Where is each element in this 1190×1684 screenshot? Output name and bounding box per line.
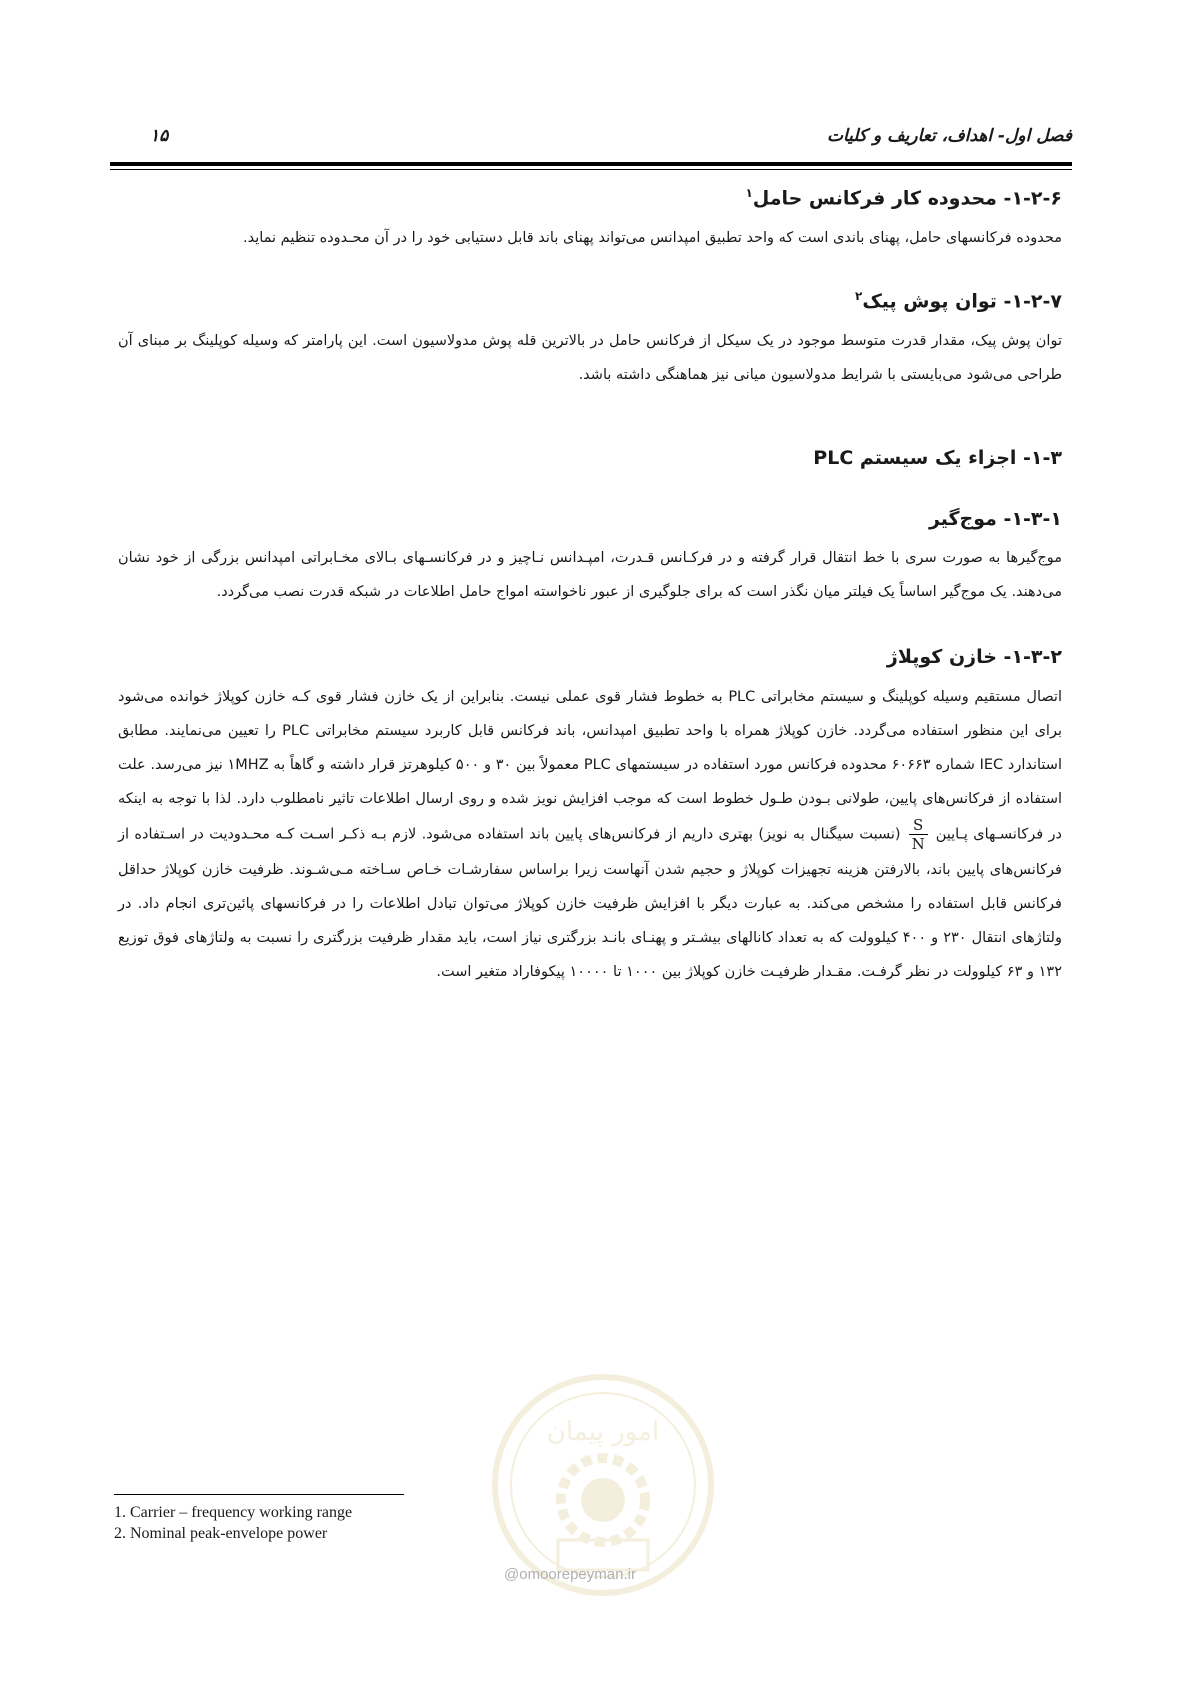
running-header bbox=[110, 126, 1072, 156]
paragraph-wave-trap: موج‌گیرها به صورت سری با خط انتقال قرار گرفته و در فرکـانس قـدرت، امپـدانس نـاچیز و در فرکانسـهای بـالای مخـابراتی امپدانس بزرگی از خود نشان می‌دهند. یک موج‌گیر اساساً یک فیلتر میان نگذر است که برای جلوگیری از عبور ناخواسته امواج حامل اطلاعات در شبکه قدرت نصب می‌گردد. bbox=[118, 550, 1062, 601]
signal-noise-fraction: $\frac{S}{N}$ bbox=[909, 816, 928, 853]
section-heading-peak-power: ۱-۲-۷- توان پوش پیک$^۲$ bbox=[854, 289, 1062, 313]
section-heading-plc-components: ۱-۳- اجزاء یک سیستم PLC bbox=[813, 447, 1062, 470]
footnote-1: 1. Carrier – frequency working range bbox=[114, 1504, 353, 1521]
header-rule-thin bbox=[110, 169, 1072, 170]
paragraph-peak-power: توان پوش پیک، مقدار قدرت متوسط موجود در یک سیکل از فرکانس حامل در بالاترین قله پوش مدولاسیون است. این پارامتر که وسیله کوپلینگ بر مبنای آن طراحی می‌شود می‌بایستی با شرایط مدولاسیون میانی نیز هماهنگی داشته باشد. bbox=[118, 333, 1062, 384]
paragraph-coupling-capacitor: اتصال مستقیم وسیله کوپلینگ و سیستم مخابراتی PLC به خطوط فشار قوی عملی نیست. بنابراین از یک خازن فشار قوی کـه خازن کوپلاژ خوانده می‌شود برای این منظور استفاده می‌گردد. خازن کوپلاژ همراه با واحد تطبیق امپدانس، باند فرکانس قابل کاربرد سیستم مخابراتی PLC را تعیین می‌نمایند. مطابق استاندارد IEC شماره ۶۰۶۶۳ محدوده فرکانس مورد استفاده در سیستمهای PLC معمولاً بین ۳۰ و ۵۰۰ کیلوهرتز قرار داشته و گاهاً به ۱MHZ نیز می‌رسد. علت استفاده از فرکانس‌های پایین، طولانی بـودن طـول خطوط است که موجب افزایش نویز شده و روی ارسال اطلاعات تاثیر نامطلوب دارد. لذا با توجه به اینکه در فرکانسـهای پـایین $\frac{S}{N}$ (نسبت سیگنال به نویز) بهتری داریم از فرکانس‌های پایین باند استفاده می‌شود. لازم بـه ذکـر اسـت کـه محـدودیت در اسـتفاده از فرکانس‌های پایین باند، بالارفتن هزینه تجهیزات کوپلاژ و حجیم شدن آنهاست زیرا براساس سفارشـات خـاص سـاخته مـی‌شـوند. ظرفیت خازن کوپلاژ حداقل فرکانس قابل استفاده را مشخص می‌کند. به عبارت دیگر با افزایش ظرفیت خازن کوپلاژ می‌توان تبادل اطلاعات را در فرکانسهای پائین‌تری انجام داد. در ولتاژهای انتقال ۲۳۰ و ۴۰۰ کیلوولت که به تعداد کانالهای بیشـتر و پهنـای بانـد بزرگتری نیاز است، باید مقدار ظرفیت بزرگتری را نسبت به ولتاژهای فوق توزیع ۱۳۲ و ۶۳ کیلوولت در نظر گرفـت. مقـدار ظرفیـت خازن کوپلاژ بین ۱۰۰۰ تا ۱۰۰۰۰ پیکوفاراد متغیر است. bbox=[118, 689, 1062, 981]
body-content bbox=[118, 186, 1062, 989]
footnotes bbox=[114, 1502, 352, 1544]
footnote-ref: ۱ bbox=[745, 186, 753, 200]
paragraph-carrier-range: محدوده فرکانسهای حامل، پهنای باندی است که واحد تطبیق امپدانس می‌تواند پهنای باند قابل دستیابی خود را در آن محـدوده تنظیم نماید. bbox=[242, 230, 1062, 247]
footnote-ref: ۲ bbox=[854, 289, 863, 304]
section-heading-carrier-range: ۱-۲-۶- محدوده کار فرکانس حامل$^۱$ bbox=[745, 186, 1062, 210]
footnote-rule bbox=[114, 1494, 404, 1495]
chapter-title: فصل اول- اهداف، تعاریف و کلیات bbox=[826, 126, 1072, 146]
page-number: ۱۵ bbox=[150, 126, 169, 146]
footnote-2: 2. Nominal peak-envelope power bbox=[114, 1525, 328, 1542]
section-heading-coupling-capacitor: ۱-۳-۲- خازن کوپلاژ bbox=[886, 646, 1062, 669]
watermark-logo-text: امور پیمان bbox=[546, 1417, 660, 1447]
header-rule-thick bbox=[110, 162, 1072, 166]
watermark-url: @omoorepeyman.ir bbox=[504, 1566, 636, 1583]
section-heading-wave-trap: ۱-۳-۱- موج‌گیر bbox=[928, 507, 1062, 530]
